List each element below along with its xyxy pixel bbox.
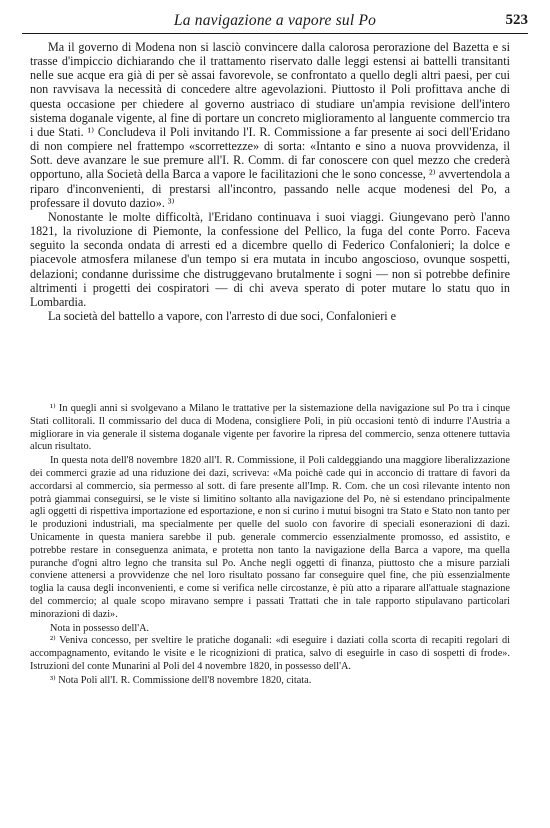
body-paragraph: Ma il governo di Modena non si lasciò convincere dalla calorosa perorazione del Bazetta e si trasse d'impiccio dichiarando che il trattamento riservato dalle leggi estensi ai battelli transitanti nelle sue acque era già di per sè assai favorevole, se confrontato a quello degli altri paesi, per cui non ravvisava la necessità di concedere altre agevolazioni. Piuttosto il Poli profittava anche di questa occasione per chiedere al governo austriaco di studiare un'ampia revisione dell'intero sistema doganale vigente, al fine di portare un concreto miglioramento al languente commercio tra i due Stati. ¹⁾ Concludeva il Poli invitando l'I. R. Commissione a far presente ai soci dell'Eridano di non compiere nel frattempo «scorrettezze» di sorta: «Intanto e sino a nuova provvidenza, il Sott. deve avanzare le sue premure all'I. R. Comm. di far conoscere con quel mezzo che crederà opportuno, alla Società della Barca a vapore le facilitazioni che le sono concesse, ²⁾ avvertendola a riparo d'inconvenienti, di prestarsi all'incontro, passando nelle acque modenesi del Po, a professare il dovuto dazio». ³⁾ bbox=[30, 40, 510, 210]
footnotes bbox=[30, 403, 510, 689]
page-header bbox=[22, 12, 528, 34]
footnote: In questa nota dell'8 novembre 1820 all'I. R. Commissione, il Poli caldeggiando una maggiore liberalizzazione dei commerci grazie ad una riduzione dei dazi, scriveva: «Ma poichè cade qui in acconcio di trattare di favori da accordarsi al commercio, sia permesso al sott. di fare presente all'Imp. R. Com. che un così rilevante intento non potrà giammai conseguirsi, se le viste si limitino soltanto alla navigazione del Po, nè si estendano principalmente agli oggetti di rispettiva importazione ed esportazione, e non si curino i mutui bisogni tra Stato e Stato non tanto per le produzioni industriali, ma specialmente per quelle del suolo con favorire di speciali esonerazioni di dazi. Unicamente in questa maniera sarebbe il pub. generale commercio essenzialmente promosso, ed assistito, e potrebbe restare in conseguenza animata, e protetta non tanto la navigazione della Barca a vapore, ma quella puranche d'ogni altro legno che transita sul Po. Anche negli oggetti di finanza, piuttosto che a misure parziali conviene attenersi a provvidenze che nel loro risultato possano far conseguire quel fine, che più essenzialmente toglia la causa degli inconvenienti, e come si verifica nelle circostanze, è più atto a riparare all'attuale stagnazione del commercio; al quale scopo miravano sempre i passati Trattati che in tale rapporto stipulavano particolari minorazioni di dazi». bbox=[30, 455, 510, 620]
footnote: ²⁾ Veniva concesso, per sveltire le pratiche doganali: «di eseguire i daziati colla scorta di recapiti regolari di accompagnamento, evitando le visite e le ricognizioni di pratica, salvo di eseguirle in caso di sospetti di frode». Istruzioni del conte Munarini al Poli del 4 novembre 1820, in possesso dell'A. bbox=[30, 635, 510, 672]
footnote: ¹⁾ In quegli anni si svolgevano a Milano le trattative per la sistemazione della navigazione sul Po tra i cinque Stati collitorali. Il commissario del duca di Modena, consigliere Poli, in più occasioni tentò di indurre l'Austria a migliorare in via generale il sistema doganale vigente per favorire la ripresa del commercio, senza ottenere tuttavia alcun risultato. bbox=[30, 403, 510, 453]
body-paragraph: La società del battello a vapore, con l'arresto di due soci, Confalonieri e bbox=[48, 308, 397, 323]
body-paragraph: Nonostante le molte difficoltà, l'Eridano continuava i suoi viaggi. Giungevano però l'anno 1821, la rivoluzione di Piemonte, la confessione del Pellico, la fuga del conte Porro. Faceva seguito la seconda ondata di arresti ed a dicembre quello di Federico Confalonieri; la dolce e piacevole atmosfera milanese d'un tempo si era mutata in incubo angoscioso, ovunque sospetti, delazioni; condanne durissime che distruggevano brutalmente i sogni — non si potrebbe definire altrimenti i progetti dei cospiratori — di chi aveva sperato di poter mutare lo statu quo in Lombardia. bbox=[30, 209, 510, 309]
footnote: ³⁾ Nota Poli all'I. R. Commissione dell'8 novembre 1820, citata. bbox=[50, 674, 312, 686]
header-rule bbox=[22, 33, 528, 34]
page-number: 523 bbox=[505, 12, 528, 28]
main-text bbox=[30, 40, 510, 323]
footnote-source: Nota in possesso dell'A. bbox=[50, 622, 150, 634]
running-title: La navigazione a vapore sul Po bbox=[173, 12, 377, 29]
